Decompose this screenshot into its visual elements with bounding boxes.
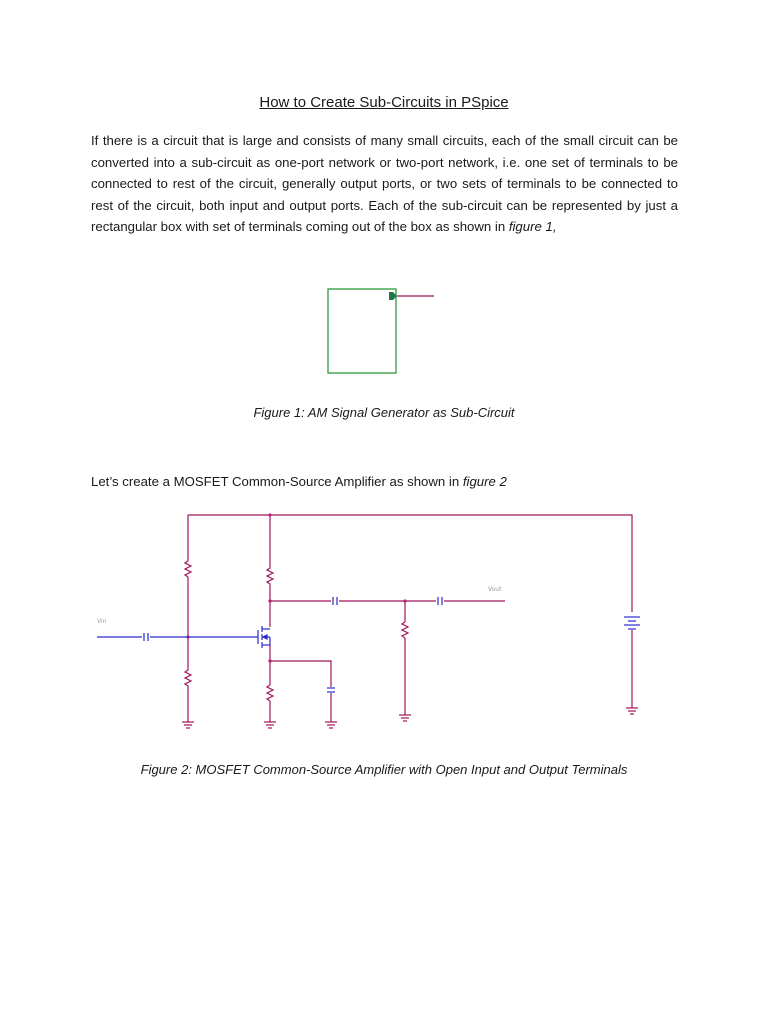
ground-symbol-2 [264,722,276,728]
ground-symbol-5 [626,708,638,714]
load-resistor [402,622,408,638]
input-capacitor [144,633,148,641]
figure2-reference: figure 2 [462,474,507,489]
ground-symbol-3 [325,722,337,728]
junction-dot [268,513,271,516]
bypass-capacitor [327,688,335,692]
page-title: How to Create Sub-Circuits in PSpice [259,94,509,111]
drain-resistor [267,568,273,584]
dc-supply-symbol [624,617,640,629]
vout-label: Vout [488,586,502,593]
supply-rail-wire [188,515,632,612]
figure2-intro-text: Let’s create a MOSFET Common-Source Amplifier as shown in [91,474,463,489]
figure1-reference: figure 1, [508,219,557,235]
mosfet-symbol [258,626,270,648]
ground-symbol-4 [399,715,411,721]
source-resistor [267,685,273,701]
figure1-caption: Figure 1: AM Signal Generator as Sub-Circuit [253,405,515,420]
coupling-capacitor-1 [333,597,337,605]
intro-paragraph-text: If there is a circuit that is large and consists of many small circuits, each of the small circuit can be converted into a sub-circuit as one-port network or two-port network, i.e. one set of terminals to be connected to rest of the circuit, generally output ports, or two sets of terminals to be connected to rest of the circuit, both input and output ports. Each of the sub-circuit can be represented by just a rectangular box with set of terminals coming out of the box as shown in [91,133,678,235]
bypass-wire [270,661,331,687]
ground-symbol-1 [182,722,194,728]
bias-resistor-top [185,561,191,577]
vin-label: Vin [97,618,107,625]
bias-resistor-bottom [185,670,191,686]
coupling-capacitor-2 [438,597,442,605]
figure2-caption: Figure 2: MOSFET Common-Source Amplifier with Open Input and Output Terminals [140,762,628,777]
